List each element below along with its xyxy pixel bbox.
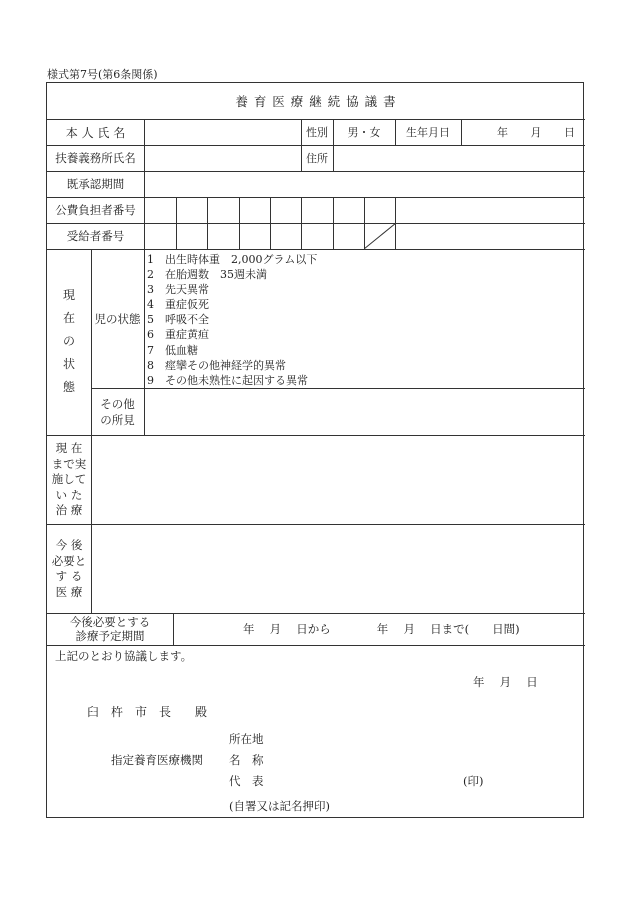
label-line: まで実 — [51, 456, 87, 471]
guardian-label: 扶養義務所氏名 — [55, 151, 136, 165]
rule — [144, 249, 145, 435]
label-line: 必要と — [51, 553, 87, 568]
child-state-label: 児の状態 — [94, 311, 141, 326]
declaration-date[interactable]: 年 月 日 — [473, 675, 538, 689]
rule — [47, 645, 585, 646]
condition-item[interactable]: 6 重症黄疸 — [147, 328, 209, 342]
condition-item[interactable]: 1 出生時体重 2,000グラム以下 — [147, 253, 318, 266]
birthdate-label: 生年月日 — [406, 126, 450, 139]
rule — [333, 197, 334, 249]
representative-label: 代 表 — [229, 774, 264, 788]
rule — [47, 524, 585, 525]
rule — [47, 435, 585, 436]
payer-number-label: 公費負担者番号 — [55, 203, 136, 217]
other-findings-label — [91, 388, 144, 435]
form-title: 養 育 医 療 継 続 協 議 書 — [235, 94, 397, 109]
rule — [239, 197, 240, 249]
label-line: 今 後 — [55, 538, 83, 552]
location-label: 所在地 — [229, 732, 264, 746]
schedule-label-line: 診療予定期間 — [75, 629, 145, 643]
name-label: 本 人 氏 名 — [65, 125, 126, 140]
condition-item[interactable]: 7 低血糖 — [147, 343, 198, 357]
void-diagonal — [364, 223, 396, 249]
sex-label: 性別 — [306, 126, 328, 139]
recipient-number-label: 受給者番号 — [66, 229, 125, 243]
treatment-so-far-label — [47, 441, 91, 519]
form-number: 様式第7号(第6条関係) — [47, 68, 158, 81]
seal-mark: (印) — [463, 774, 484, 788]
rule — [270, 197, 271, 249]
addressee: 臼 杵 市 長 殿 — [87, 705, 208, 719]
condition-item[interactable]: 8 痙攣その他神経学的異常 — [147, 358, 286, 372]
rule — [173, 613, 174, 645]
label-line: 施して — [51, 472, 87, 486]
condition-item[interactable]: 3 先天異常 — [147, 283, 209, 297]
label-line: 現 在 — [55, 441, 83, 455]
schedule-label-line: 今後必要とする — [69, 615, 151, 629]
rule — [176, 197, 177, 249]
rule — [91, 388, 585, 389]
condition-item[interactable]: 4 重症仮死 — [147, 298, 209, 312]
schedule-label — [47, 613, 173, 645]
label-line: 治 療 — [55, 503, 83, 517]
signature-note: (自署又は記名押印) — [229, 799, 330, 813]
name-field-label: 名 称 — [229, 753, 264, 767]
label-line: す る — [55, 569, 83, 583]
other-findings-line: その他 — [100, 396, 135, 411]
condition-list — [147, 252, 317, 388]
rule — [144, 119, 145, 249]
form-sheet — [46, 82, 584, 818]
current-state-char: 在 — [62, 311, 75, 325]
address-label: 住所 — [306, 152, 328, 165]
approved-period-label: 既承認期間 — [66, 177, 125, 191]
declaration-statement: 上記のとおり協議します。 — [55, 649, 193, 663]
condition-item[interactable]: 2 在胎週数 35週未満 — [147, 268, 267, 282]
current-state-char: 態 — [62, 380, 75, 394]
sex-options[interactable]: 男・女 — [347, 126, 381, 139]
label-line: 医 療 — [55, 584, 83, 599]
current-state-label — [47, 289, 91, 404]
condition-item[interactable]: 9 その他未熟性に起因する異常 — [147, 373, 308, 387]
current-state-char: の — [62, 334, 75, 348]
label-line: い た — [55, 487, 83, 502]
future-treatment-label — [47, 538, 91, 600]
current-state-char: 現 — [62, 288, 75, 302]
condition-item[interactable]: 5 呼吸不全 — [147, 313, 209, 327]
schedule-field[interactable]: 年 月 日から 年 月 日まで( 日間) — [243, 622, 520, 636]
rule — [301, 197, 302, 249]
other-findings-line: の所見 — [100, 412, 135, 427]
current-state-char: 状 — [62, 357, 75, 371]
birthdate-field[interactable]: 年 月 日 — [497, 126, 575, 139]
institution-label: 指定養育医療機関 — [111, 753, 203, 767]
rule — [207, 197, 208, 249]
